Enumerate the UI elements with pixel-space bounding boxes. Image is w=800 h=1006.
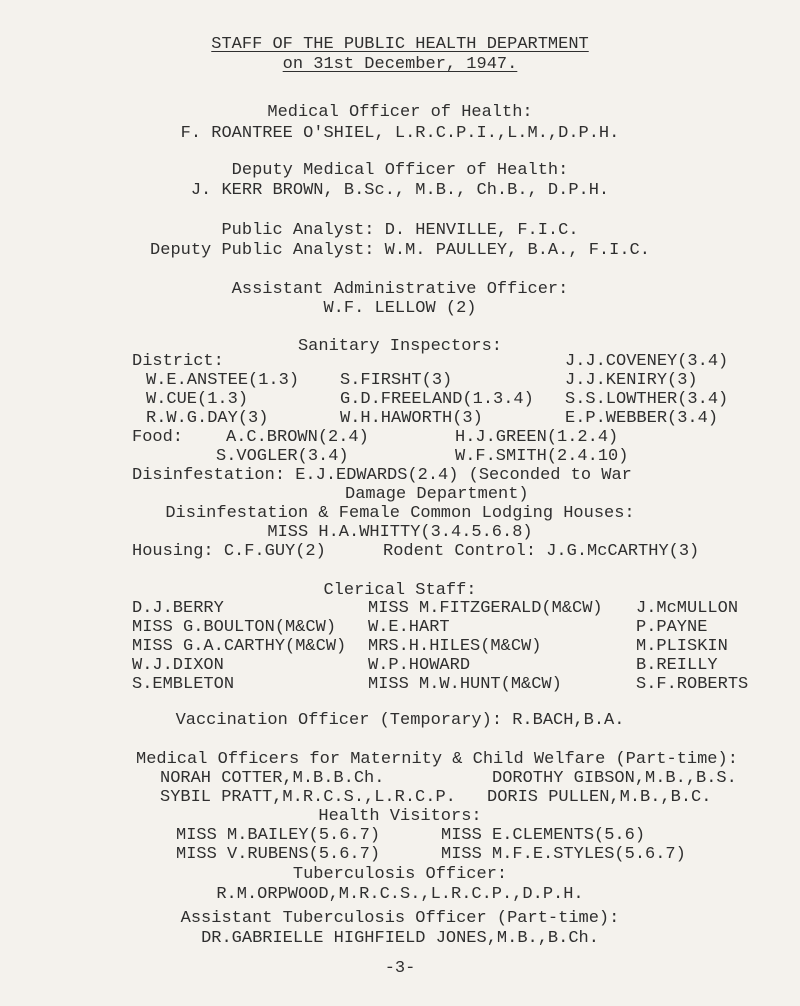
maternity-officer: DOROTHY GIBSON,M.B.,B.S.	[492, 769, 737, 788]
district-label: District:	[132, 352, 224, 371]
clerical-name: M.PLISKIN	[636, 637, 728, 656]
housing-line: Housing: C.F.GUY(2)	[132, 542, 326, 561]
page-number: -3-	[384, 959, 416, 978]
food-name: S.VOGLER(3.4)	[216, 447, 349, 466]
atb-heading: Assistant Tuberculosis Officer (Part-time):	[180, 909, 620, 928]
atb-name: DR.GABRIELLE HIGHFIELD JONES,M.B.,B.Ch.	[201, 929, 599, 948]
district-name: S.S.LOWTHER(3.4)	[565, 390, 729, 409]
clerical-name: P.PAYNE	[636, 618, 708, 637]
district-name: W.H.HAWORTH(3)	[340, 409, 483, 428]
maternity-officer: NORAH COTTER,M.B.B.Ch.	[160, 769, 385, 788]
food-name: A.C.BROWN(2.4)	[226, 428, 369, 447]
deputy-public-analyst: Deputy Public Analyst: W.M. PAULLEY, B.A., F.I.C.	[150, 241, 650, 260]
maternity-officer: DORIS PULLEN,M.B.,B.C.	[487, 788, 712, 807]
clerical-name: MRS.H.HILES(M&CW)	[368, 637, 542, 656]
vaccination-officer: Vaccination Officer (Temporary): R.BACH,B.A.	[175, 711, 625, 730]
tb-name: R.M.ORPWOOD,M.R.C.S.,L.R.C.P.,D.P.H.	[216, 885, 584, 904]
lodging-heading: Disinfestation & Female Common Lodging Houses:	[165, 504, 635, 523]
disinfestation-line: Damage Department)	[345, 485, 529, 504]
district-name: R.W.G.DAY(3)	[146, 409, 269, 428]
clerical-name: B.REILLY	[636, 656, 718, 675]
clerical-name: D.J.BERRY	[132, 599, 224, 618]
clerical-name: S.EMBLETON	[132, 675, 235, 694]
health-visitor: MISS E.CLEMENTS(5.6)	[441, 826, 646, 845]
health-visitor: MISS V.RUBENS(5.6.7)	[176, 845, 381, 864]
district-name: J.J.KENIRY(3)	[565, 371, 698, 390]
food-name: W.F.SMITH(2.4.10)	[455, 447, 629, 466]
rodent-line: Rodent Control: J.G.McCARTHY(3)	[383, 542, 700, 561]
district-name: W.E.ANSTEE(1.3)	[146, 371, 300, 390]
food-name: H.J.GREEN(1.2.4)	[455, 428, 619, 447]
clerical-name: W.J.DIXON	[132, 656, 224, 675]
maternity-officer: SYBIL PRATT,M.R.C.S.,L.R.C.P.	[160, 788, 456, 807]
health-visitor: MISS M.F.E.STYLES(5.6.7)	[441, 845, 686, 864]
clerical-name: J.McMULLON	[636, 599, 739, 618]
clerical-name: S.F.ROBERTS	[636, 675, 749, 694]
health-visitor: MISS M.BAILEY(5.6.7)	[176, 826, 381, 845]
clerical-name: MISS G.BOULTON(M&CW)	[132, 618, 337, 637]
moh-name: F. ROANTREE O'SHIEL, L.R.C.P.I.,L.M.,D.P.H.	[180, 124, 620, 143]
clerical-name: MISS M.FITZGERALD(M&CW)	[368, 599, 603, 618]
dmoh-heading: Deputy Medical Officer of Health:	[231, 161, 569, 180]
disinfestation-line: Disinfestation: E.J.EDWARDS(2.4) (Seconded to War	[132, 466, 632, 485]
district-name: J.J.COVENEY(3.4)	[565, 352, 729, 371]
admin-heading: Assistant Administrative Officer:	[231, 280, 569, 299]
moh-heading: Medical Officer of Health:	[267, 103, 533, 122]
page-title: STAFF OF THE PUBLIC HEALTH DEPARTMENT	[211, 35, 589, 54]
district-name: W.CUE(1.3)	[146, 390, 249, 409]
public-analyst: Public Analyst: D. HENVILLE, F.I.C.	[221, 221, 579, 240]
tb-heading: Tuberculosis Officer:	[292, 865, 508, 884]
clerical-heading: Clerical Staff:	[323, 581, 477, 600]
district-name: G.D.FREELAND(1.3.4)	[340, 390, 534, 409]
page-subtitle: on 31st December, 1947.	[282, 55, 518, 74]
dmoh-name: J. KERR BROWN, B.Sc., M.B., Ch.B., D.P.H.	[190, 181, 610, 200]
district-name: E.P.WEBBER(3.4)	[565, 409, 719, 428]
clerical-name: W.P.HOWARD	[368, 656, 471, 675]
lodging-name: MISS H.A.WHITTY(3.4.5.6.8)	[267, 523, 533, 542]
district-name: S.FIRSHT(3)	[340, 371, 453, 390]
sanitary-heading: Sanitary Inspectors:	[297, 337, 503, 356]
clerical-name: W.E.HART	[368, 618, 450, 637]
food-label: Food:	[132, 428, 184, 447]
admin-name: W.F. LELLOW (2)	[323, 299, 477, 318]
maternity-heading: Medical Officers for Maternity & Child Welfare (Part-time):	[136, 750, 738, 769]
clerical-name: MISS G.A.CARTHY(M&CW)	[132, 637, 347, 656]
clerical-name: MISS M.W.HUNT(M&CW)	[368, 675, 562, 694]
health-visitors-heading: Health Visitors:	[318, 807, 482, 826]
